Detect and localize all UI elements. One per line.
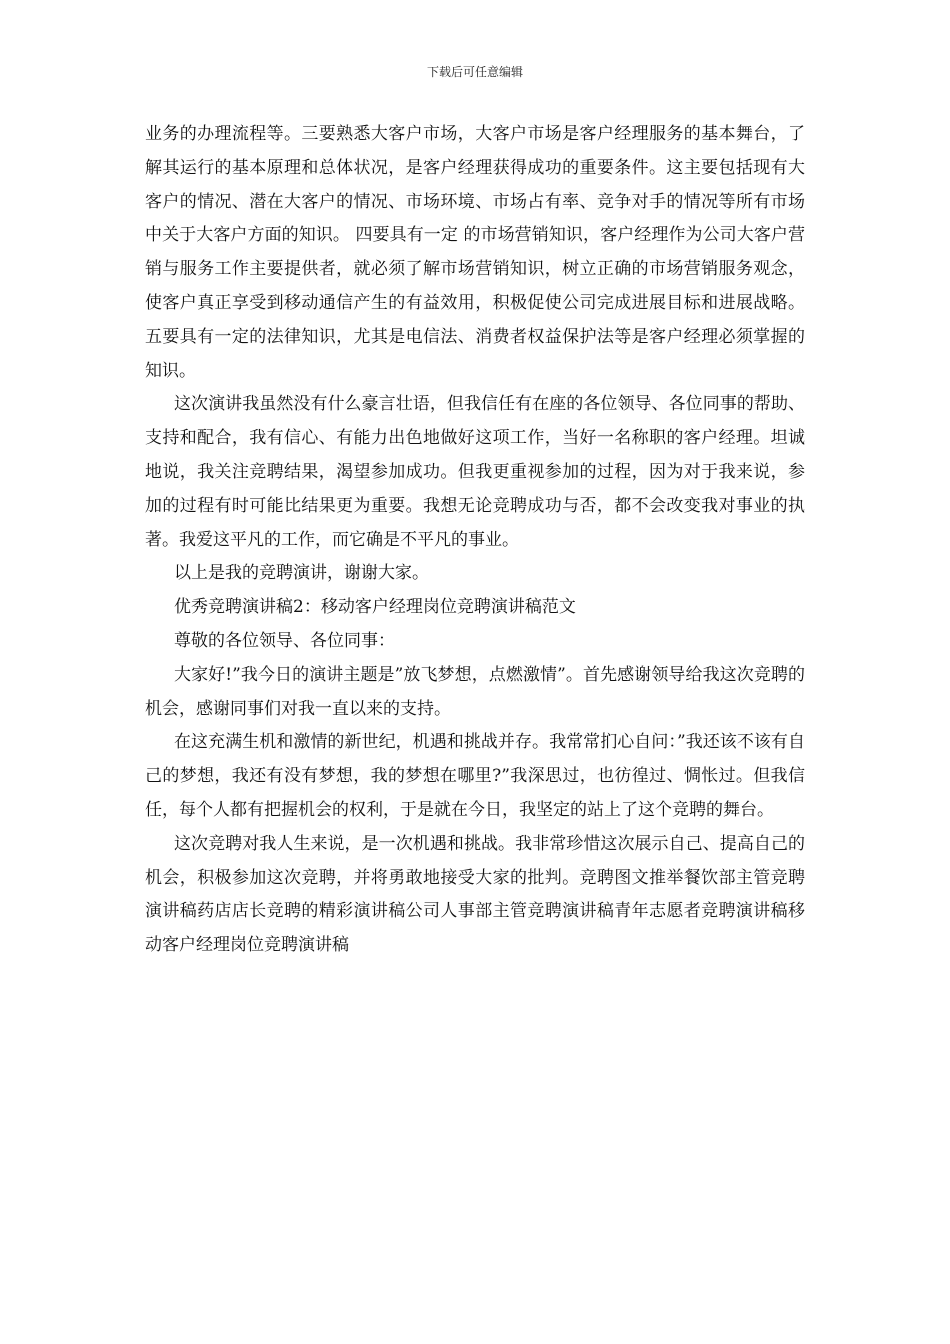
paragraph-dream: 在这充满生机和激情的新世纪，机遇和挑战并存。我常常扪心自问：”我还该不该有自己的梦想，我还有没有梦想，我的梦想在哪里?”我深思过，也彷徨过、惆怅过。但我信任，每个人都有把握机会的权利，于是就在今日，我坚定的站上了这个竞聘的舞台。 [145, 732, 805, 820]
paragraph-thanks: 以上是我的竞聘演讲，谢谢大家。 [174, 563, 429, 584]
paragraph-opportunity: 这次竞聘对我人生来说，是一次机遇和挑战。我非常珍惜这次展示自己、提高自己的机会，积极参加这次竞聘，并将勇敢地接受大家的批判。竞聘图文推举餐饮部主管竞聘演讲稿药店店长竞聘的精彩演讲稿公司人事部主管竞聘演讲稿青年志愿者竞聘演讲稿移动客户经理岗位竞聘演讲稿 [145, 833, 805, 956]
paragraph-greeting: 大家好!”我今日的演讲主题是”放飞梦想，点燃激情”。首先感谢领导给我这次竞聘的机会，感谢同事们对我一直以来的支持。 [145, 664, 805, 719]
paragraph-continuation: 业务的办理流程等。三要熟悉大客户市场，大客户市场是客户经理服务的基本舞台，了解其运行的基本原理和总体状况，是客户经理获得成功的重要条件。这主要包括现有大客户的情况、潜在大客户的情况、市场环境、市场占有率、竞争对手的情况等所有市场中关于大客户方面的知识。 四要具有一定 的市场营销知识，客户经理作为公司大客户营销与服务工作主要提供者，就必须了解市场营销知识，树立正确的市场营销服务观念，使客户真正享受到移动通信产生的有益效用，积极促使公司完成进展目标和进展战略。五要具有一定的法律知识，尤其是电信法、消费者权益保护法等是客户经理必须掌握的知识。 [145, 124, 805, 381]
page-header-note: 下载后可任意编辑 [426, 65, 523, 79]
paragraph-speech-closing: 这次演讲我虽然没有什么豪言壮语，但我信任有在座的各位领导、各位同事的帮助、支持和配合，我有信心、有能力出色地做好这项工作，当好一名称职的客户经理。坦诚地说，我关注竞聘结果，渴望参加成功。但我更重视参加的过程，因为对于我来说，参加的过程有时可能比结果更为重要。我想无论竞聘成功与否，都不会改变我对事业的执著。我爱这平凡的工作，而它确是不平凡的事业。 [145, 394, 805, 550]
salutation: 尊敬的各位领导、各位同事： [174, 630, 395, 651]
document-body [145, 118, 805, 963]
section-title: 优秀竞聘演讲稿2：移动客户经理岗位竞聘演讲稿范文 [174, 597, 576, 618]
